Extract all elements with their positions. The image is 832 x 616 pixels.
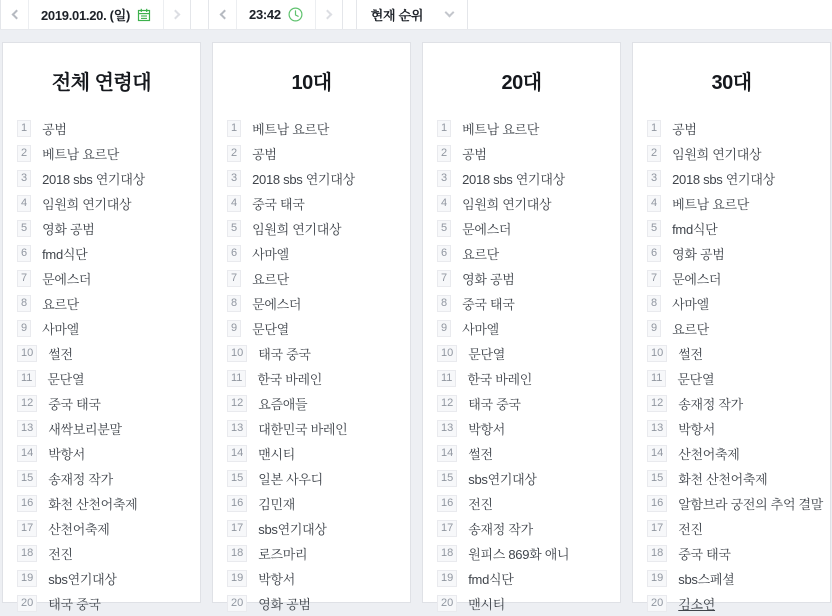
column-title: 20대 (501, 72, 542, 94)
rank-number-badge: 9 (437, 320, 451, 337)
keyword-link[interactable]: 박항서 (678, 422, 716, 437)
rank-row (647, 366, 830, 391)
rank-row (647, 441, 830, 466)
rank-row (17, 141, 200, 166)
rank-row (437, 566, 620, 591)
keyword-link[interactable]: 2018 sbs 연기대상 (672, 172, 775, 187)
rank-number-badge: 17 (437, 520, 457, 537)
keyword-link[interactable]: 김민재 (258, 497, 296, 512)
keyword-link[interactable]: 중국 태국 (678, 547, 731, 562)
rank-number-badge: 3 (227, 170, 241, 187)
rank-number-badge: 8 (647, 295, 661, 312)
rank-number-badge: 15 (437, 470, 457, 487)
keyword-link[interactable]: 대한민국 바레인 (258, 422, 348, 437)
rank-number-badge: 14 (17, 445, 37, 462)
rank-number-badge: 10 (647, 345, 667, 362)
rank-number-badge: 15 (17, 470, 37, 487)
rank-number-badge: 13 (227, 420, 247, 437)
keyword-link[interactable]: sbs스페셜 (678, 572, 735, 587)
chevron-left-icon (11, 10, 21, 20)
rank-row (647, 591, 830, 616)
rank-number-badge: 5 (227, 220, 241, 237)
keyword-link[interactable]: fmd식단 (468, 572, 514, 587)
rank-column-card (212, 42, 411, 612)
keyword-link[interactable]: 일본 사우디 (258, 472, 323, 487)
rank-number-badge: 11 (227, 370, 246, 387)
time-picker[interactable] (236, 0, 315, 29)
rank-number-badge: 14 (437, 445, 457, 462)
keyword-link[interactable]: 문단열 (468, 347, 506, 362)
rank-number-badge: 11 (17, 370, 36, 387)
rank-number-badge: 13 (437, 420, 457, 437)
rank-number-badge: 12 (647, 395, 667, 412)
rank-row (647, 391, 830, 416)
chevron-right-icon (322, 10, 332, 20)
rank-row (17, 266, 200, 291)
keyword-link[interactable]: 썰전 (678, 347, 703, 362)
rank-row (437, 466, 620, 491)
keyword-link[interactable]: fmd식단 (672, 222, 718, 237)
rank-number-badge: 1 (647, 120, 661, 137)
rank-row (647, 191, 830, 216)
keyword-link[interactable]: 중국 태국 (462, 297, 515, 312)
keyword-link[interactable]: 임원희 연기대상 (462, 197, 552, 212)
rank-row (647, 291, 830, 316)
rank-row (17, 466, 200, 491)
rank-columns (0, 42, 832, 612)
rank-row (437, 116, 620, 141)
rank-row (647, 266, 830, 291)
keyword-link[interactable]: fmd식단 (42, 247, 88, 262)
rank-number-badge: 7 (17, 270, 31, 287)
rank-number-badge: 3 (17, 170, 31, 187)
column-title: 30대 (711, 72, 752, 94)
chevron-right-icon (171, 10, 181, 20)
topbar-spacer (343, 0, 356, 29)
keyword-link[interactable]: 김소연 (678, 597, 716, 612)
keyword-link[interactable]: 베트남 요르단 (42, 147, 119, 162)
rank-number-badge: 6 (17, 245, 31, 262)
rank-row (227, 466, 410, 491)
rank-row (17, 391, 200, 416)
rank-row (17, 416, 200, 441)
rank-row (17, 166, 200, 191)
rank-type-dropdown[interactable] (356, 0, 468, 29)
keyword-link[interactable]: 산천어축제 (678, 447, 740, 462)
rank-row (647, 216, 830, 241)
rank-number-badge: 15 (227, 470, 247, 487)
rank-row (437, 141, 620, 166)
rank-row (17, 216, 200, 241)
keyword-link[interactable]: 베트남 요르단 (252, 122, 329, 137)
keyword-link[interactable]: sbs연기대상 (258, 522, 327, 537)
rank-number-badge: 4 (17, 195, 31, 212)
rank-number-badge: 7 (227, 270, 241, 287)
rank-row (437, 516, 620, 541)
keyword-link[interactable]: 공범 (252, 147, 277, 162)
rank-number-badge: 13 (17, 420, 37, 437)
rank-number-badge: 13 (647, 420, 667, 437)
keyword-link[interactable]: 중국 태국 (48, 397, 101, 412)
time-next-button[interactable] (315, 0, 342, 29)
rank-row (17, 116, 200, 141)
keyword-link[interactable]: 한국 바레인 (257, 372, 323, 387)
rank-number-badge: 15 (647, 470, 667, 487)
rank-row (227, 141, 410, 166)
rank-number-badge: 14 (227, 445, 247, 462)
rank-row (227, 416, 410, 441)
keyword-link[interactable]: 임원희 연기대상 (252, 222, 342, 237)
keyword-link[interactable]: 송재정 작가 (678, 397, 743, 412)
keyword-link[interactable]: 임원희 연기대상 (672, 147, 762, 162)
rank-row (647, 566, 830, 591)
rank-row (227, 391, 410, 416)
rank-row (17, 241, 200, 266)
rank-row (647, 491, 830, 516)
rank-number-badge: 16 (437, 495, 457, 512)
rank-number-badge: 17 (227, 520, 247, 537)
rank-row (17, 341, 200, 366)
keyword-link[interactable]: 썰전 (468, 447, 493, 462)
rank-number-badge: 12 (17, 395, 37, 412)
keyword-link[interactable]: 송재정 작가 (468, 522, 533, 537)
rank-row (437, 416, 620, 441)
rank-number-badge: 19 (227, 570, 247, 587)
keyword-link[interactable]: 새싹보리분말 (48, 422, 122, 437)
rank-row (227, 516, 410, 541)
rank-row (227, 241, 410, 266)
date-navigator (0, 0, 191, 29)
rank-row (437, 541, 620, 566)
keyword-link[interactable]: 요르단 (252, 272, 289, 287)
rank-row (227, 166, 410, 191)
keyword-link[interactable]: 맨시티 (468, 597, 506, 612)
rank-row (437, 391, 620, 416)
rank-row (647, 141, 830, 166)
date-picker[interactable] (28, 0, 163, 29)
chevron-left-icon (219, 10, 229, 20)
rank-row (647, 541, 830, 566)
rank-row (227, 541, 410, 566)
rank-row (17, 191, 200, 216)
rank-number-badge: 20 (17, 595, 37, 612)
rank-number-badge: 10 (227, 345, 247, 362)
rank-number-badge: 9 (647, 320, 661, 337)
rank-number-badge: 5 (647, 220, 661, 237)
rank-list (423, 116, 620, 616)
rank-type-value: 현재 순위 (370, 8, 424, 23)
keyword-link[interactable]: 알함브라 궁전의 추억 결말 (678, 497, 824, 512)
rank-number-badge: 1 (17, 120, 31, 137)
rank-row (437, 241, 620, 266)
rank-number-badge: 11 (647, 370, 666, 387)
rank-row (17, 566, 200, 591)
rank-number-badge: 18 (227, 545, 247, 562)
keyword-link[interactable]: sbs연기대상 (48, 572, 117, 587)
keyword-link[interactable]: 박항서 (258, 572, 296, 587)
rank-row (227, 216, 410, 241)
rank-row (227, 441, 410, 466)
keyword-link[interactable]: 영화 공범 (42, 222, 95, 237)
rank-list (3, 116, 200, 616)
rank-number-badge: 12 (227, 395, 247, 412)
rank-number-badge: 18 (647, 545, 667, 562)
keyword-link[interactable]: 박항서 (48, 447, 86, 462)
column-title: 전체 연령대 (51, 72, 152, 94)
keyword-link[interactable]: 베트남 요르단 (462, 122, 539, 137)
date-next-button[interactable] (163, 0, 190, 29)
keyword-link[interactable]: 문에스더 (42, 272, 92, 287)
rank-number-badge: 18 (17, 545, 37, 562)
rank-row (437, 191, 620, 216)
rank-number-badge: 3 (437, 170, 451, 187)
time-prev-button[interactable] (209, 0, 236, 29)
rank-row (647, 516, 830, 541)
rank-row (437, 491, 620, 516)
rank-number-badge: 2 (437, 145, 451, 162)
rank-number-badge: 12 (437, 395, 457, 412)
rank-number-badge: 1 (227, 120, 241, 137)
keyword-link[interactable]: 전진 (678, 522, 703, 537)
rank-row (647, 416, 830, 441)
time-value: 23:42 (249, 7, 281, 22)
rank-row (437, 216, 620, 241)
rank-row (227, 566, 410, 591)
keyword-link[interactable]: 문단열 (677, 372, 715, 387)
rank-number-badge: 16 (17, 495, 37, 512)
rank-column-card (2, 42, 201, 612)
rank-number-badge: 20 (437, 595, 457, 612)
date-prev-button[interactable] (1, 0, 28, 29)
rank-row (227, 591, 410, 616)
keyword-link[interactable]: 베트남 요르단 (672, 197, 749, 212)
rank-number-badge: 8 (227, 295, 241, 312)
rank-row (437, 291, 620, 316)
rank-number-badge: 9 (17, 320, 31, 337)
rank-number-badge: 19 (647, 570, 667, 587)
rank-number-badge: 1 (437, 120, 451, 137)
rank-number-badge: 10 (437, 345, 457, 362)
keyword-link[interactable]: sbs연기대상 (468, 472, 537, 487)
date-value: 2019.01.20. (일) (41, 8, 131, 23)
rank-row (647, 466, 830, 491)
topbar-spacer (191, 0, 208, 29)
rank-number-badge: 9 (227, 320, 241, 337)
rank-number-badge: 3 (647, 170, 661, 187)
rank-number-badge: 6 (647, 245, 661, 262)
keyword-link[interactable]: 송재정 작가 (48, 472, 113, 487)
rank-row (17, 491, 200, 516)
rank-number-badge: 18 (437, 545, 457, 562)
rank-number-badge: 16 (227, 495, 247, 512)
rank-number-badge: 5 (17, 220, 31, 237)
keyword-link[interactable]: 중국 태국 (252, 197, 305, 212)
rank-number-badge: 4 (647, 195, 661, 212)
rank-number-badge: 16 (647, 495, 667, 512)
keyword-link[interactable]: 영화 공범 (258, 597, 311, 612)
keyword-link[interactable]: 공범 (672, 122, 697, 137)
keyword-link[interactable]: 원피스 869화 애니 (468, 547, 570, 562)
keyword-link[interactable]: 2018 sbs 연기대상 (42, 172, 145, 187)
keyword-link[interactable]: 화천 산천어축제 (678, 472, 768, 487)
rank-row (227, 266, 410, 291)
keyword-link[interactable]: 문단열 (47, 372, 85, 387)
keyword-link[interactable]: 화천 산천어축제 (48, 497, 138, 512)
rank-row (227, 291, 410, 316)
keyword-link[interactable]: 영화 공범 (672, 247, 725, 262)
keyword-link[interactable]: 2018 sbs 연기대상 (462, 172, 565, 187)
keyword-link[interactable]: 썰전 (48, 347, 73, 362)
rank-number-badge: 7 (647, 270, 661, 287)
keyword-link[interactable]: 문에스더 (252, 297, 302, 312)
keyword-link[interactable]: 요즘애들 (258, 397, 308, 412)
keyword-link[interactable]: 로즈마리 (258, 547, 308, 562)
keyword-link[interactable]: 한국 바레인 (467, 372, 533, 387)
clock-icon (288, 7, 303, 22)
rank-row (437, 316, 620, 341)
rank-number-badge: 20 (227, 595, 247, 612)
rank-number-badge: 2 (647, 145, 661, 162)
rank-number-badge: 17 (647, 520, 667, 537)
calendar-icon (137, 8, 151, 22)
rank-row (17, 591, 200, 616)
keyword-link[interactable]: 요르단 (462, 247, 499, 262)
keyword-link[interactable]: 태국 중국 (48, 597, 101, 612)
rank-number-badge: 7 (437, 270, 451, 287)
rank-row (227, 116, 410, 141)
rank-row (437, 366, 620, 391)
rank-number-badge: 4 (227, 195, 241, 212)
keyword-link[interactable]: 산천어축제 (48, 522, 110, 537)
rank-list (633, 116, 830, 616)
rank-number-badge: 2 (227, 145, 241, 162)
rank-number-badge: 11 (437, 370, 456, 387)
keyword-link[interactable]: 공범 (462, 147, 487, 162)
rank-column-card (632, 42, 831, 612)
rank-row (437, 341, 620, 366)
keyword-link[interactable]: 박항서 (468, 422, 506, 437)
rank-row (437, 441, 620, 466)
rank-row (17, 291, 200, 316)
rank-row (227, 191, 410, 216)
rank-row (647, 316, 830, 341)
keyword-link[interactable]: 전진 (48, 547, 73, 562)
rank-row (647, 341, 830, 366)
keyword-link[interactable]: 태국 중국 (258, 347, 311, 362)
rank-row (227, 316, 410, 341)
keyword-link[interactable]: 사마엘 (252, 247, 289, 262)
keyword-link[interactable]: 문에스더 (462, 222, 512, 237)
rank-row (647, 116, 830, 141)
rank-row (227, 366, 410, 391)
keyword-link[interactable]: 요르단 (42, 297, 79, 312)
keyword-link[interactable]: 문단열 (252, 322, 289, 337)
keyword-link[interactable]: 요르단 (672, 322, 709, 337)
keyword-link[interactable]: 사마엘 (42, 322, 79, 337)
rank-row (647, 241, 830, 266)
rank-number-badge: 14 (647, 445, 667, 462)
rank-row (647, 166, 830, 191)
chevron-down-icon (444, 8, 454, 18)
keyword-link[interactable]: 영화 공범 (462, 272, 515, 287)
rank-number-badge: 10 (17, 345, 37, 362)
keyword-link[interactable]: 공범 (42, 122, 67, 137)
rank-number-badge: 17 (17, 520, 37, 537)
keyword-link[interactable]: 태국 중국 (468, 397, 521, 412)
rank-number-badge: 20 (647, 595, 667, 612)
rank-number-badge: 6 (437, 245, 451, 262)
rank-number-badge: 8 (437, 295, 451, 312)
time-navigator (208, 0, 343, 29)
column-title: 10대 (291, 72, 332, 94)
rank-row (17, 516, 200, 541)
rank-row (227, 341, 410, 366)
keyword-link[interactable]: 전진 (468, 497, 493, 512)
keyword-link[interactable]: 2018 sbs 연기대상 (252, 172, 355, 187)
rank-row (437, 166, 620, 191)
rank-row (437, 266, 620, 291)
topbar (0, 0, 832, 30)
rank-column-card (422, 42, 621, 612)
rank-number-badge: 5 (437, 220, 451, 237)
keyword-link[interactable]: 사마엘 (672, 297, 709, 312)
rank-row (17, 366, 200, 391)
rank-row (17, 441, 200, 466)
keyword-link[interactable]: 맨시티 (258, 447, 296, 462)
rank-list (213, 116, 410, 616)
rank-row (17, 541, 200, 566)
rank-number-badge: 6 (227, 245, 241, 262)
rank-number-badge: 8 (17, 295, 31, 312)
keyword-link[interactable]: 문에스더 (672, 272, 722, 287)
rank-row (17, 316, 200, 341)
keyword-link[interactable]: 사마엘 (462, 322, 499, 337)
rank-number-badge: 19 (437, 570, 457, 587)
rank-row (227, 491, 410, 516)
keyword-link[interactable]: 임원희 연기대상 (42, 197, 132, 212)
rank-number-badge: 19 (17, 570, 37, 587)
rank-number-badge: 4 (437, 195, 451, 212)
rank-row (437, 591, 620, 616)
rank-number-badge: 2 (17, 145, 31, 162)
